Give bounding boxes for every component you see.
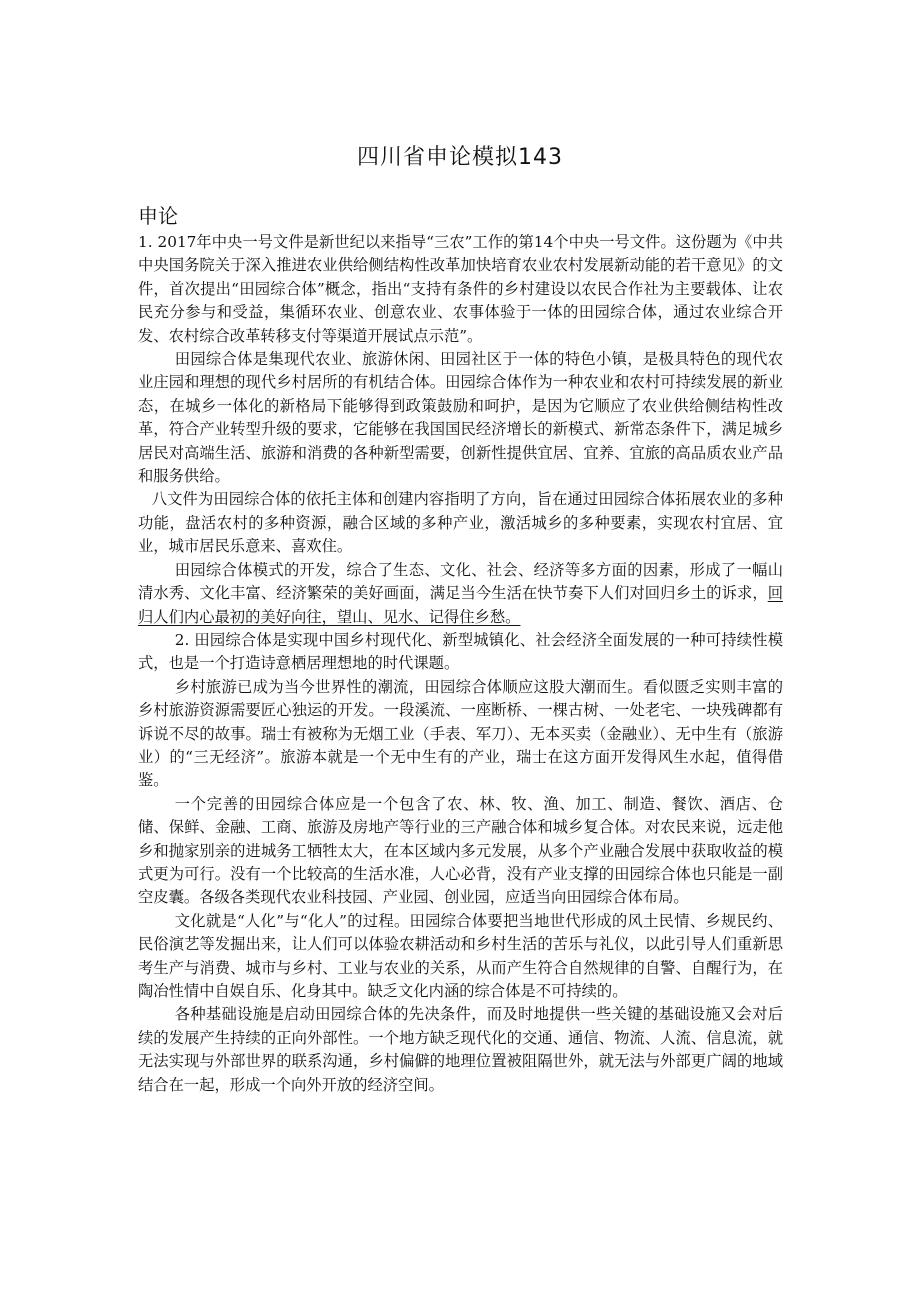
paragraph: 2. 田园综合体是实现中国乡村现代化、新型城镇化、社会经济全面发展的一种可持续性模式，也是一个打造诗意栖居理想地的时代课题。: [138, 630, 783, 673]
document-title: 四川省申论模拟143: [357, 145, 563, 170]
paragraph: 各种基础设施是启动田园综合体的先决条件，而及时地提供一些关键的基础设施又会对后续的发展产生持续的正向外部性。一个地方缺乏现代化的交通、通信、物流、人流、信息流，就无法实现与外部世界的联系沟通，乡村偏僻的地理位置被阻隔世外，就无法与外部更广阔的地域结合在一起，形成一个向外开放的经济空间。: [138, 1005, 783, 1094]
paragraph: 一个完善的田园综合体应是一个包含了农、林、牧、渔、加工、制造、餐饮、酒店、仓储、保鲜、金融、工商、旅游及房地产等行业的三产融合体和城乡复合体。对农民来说，远走他乡和抛家别亲的进城务工牺牲太大，在本区域内多元发展，从多个产业融合发展中获取收益的模式更为可行。没有一个比较高的生活水准，人心必背，没有产业支撑的田园综合体也只能是一副空皮囊。各级各类现代农业科技园、产业园、创业园，应适当向田园综合体布局。: [138, 794, 783, 907]
underlined-text: 回归人们内心最初的美好向往，望山、见水、记得住乡愁。: [138, 584, 783, 626]
document-body: [138, 231, 783, 1097]
paragraph: [138, 559, 783, 629]
section-heading: 申论: [138, 204, 178, 228]
paragraph: 田园综合体是集现代农业、旅游休闲、田园社区于一体的特色小镇，是极具特色的现代农业庄园和理想的现代乡村居所的有机结合体。田园综合体作为一种农业和农村可持续发展的新业态，在城乡一体化的新格局下能够得到政策鼓励和呵护，是因为它顺应了农业供给侧结构性改革，符合产业转型升级的要求，它能够在我国国民经济增长的新模式、新常态条件下，满足城乡居民对高端生活、旅游和消费的各种新型需要，创新性提供宜居、宜养、宜旅的高品质农业产品和服务供给。: [138, 350, 783, 486]
paragraph-text: 田园综合体模式的开发，综合了生态、文化、社会、经济等多方面的因素，形成了一幅山清水秀、文化丰富、经济繁荣的美好画面，满足当今生活在快节奏下人们对回归乡土的诉求，: [138, 560, 783, 603]
paragraph: 文化就是“人化”与“化人”的过程。田园综合体要把当地世代形成的风土民情、乡规民约、民俗演艺等发掘出来，让人们可以体验农耕活动和乡村生活的苦乐与礼仪，以此引导人们重新思考生产与消费、城市与乡村、工业与农业的关系，从而产生符合自然规律的自警、自醒行为，在陶冶性情中自娱自乐、化身其中。缺乏文化内涵的综合体是不可持续的。: [138, 911, 783, 1000]
paragraph: 乡村旅游已成为当今世界性的潮流，田园综合体顺应这股大潮而生。看似匮乏实则丰富的乡村旅游资源需要匠心独运的开发。一段溪流、一座断桥、一棵古树、一处老宅、一块残碑都有诉说不尽的故事。瑞士有被称为无烟工业（手表、军刀）、无本买卖（金融业）、无中生有（旅游业）的“三无经济”。旅游本就是一个无中生有的产业，瑞士在这方面开发得风生水起，值得借鉴。: [138, 677, 783, 790]
paragraph: 1. 2017年中央一号文件是新世纪以来指导“三农”工作的第14个中央一号文件。这份题为《中共中央国务院关于深入推进农业供给侧结构性改革加快培育农业农村发展新动能的若干意见》的文件，首次提出“田园综合体”概念，指出“支持有条件的乡村建设以农民合作社为主要载体、让农民充分参与和受益，集循环农业、创意农业、农事体验于一体的田园综合体，通过农业综合开发、农村综合改革转移支付等渠道开展试点示范”。: [138, 233, 783, 345]
paragraph: 八文件为田园综合体的依托主体和创建内容指明了方向，旨在通过田园综合体拓展农业的多种功能，盘活农村的多种资源，融合区域的多种产业，激活城乡的多种要素，实现农村宜居、宜业，城市居民乐意来、喜欢住。: [138, 490, 783, 556]
